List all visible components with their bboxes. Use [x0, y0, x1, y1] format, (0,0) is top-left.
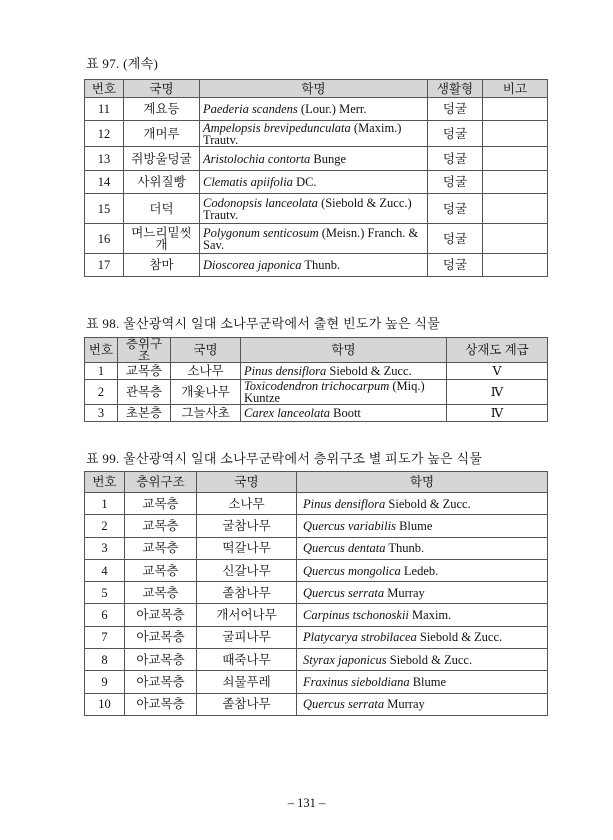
- scientific-name-author: (Siebold & Zucc.) Trautv.: [203, 195, 412, 222]
- layer-cell: 교목층: [125, 559, 197, 581]
- life-cell: 덩굴: [428, 254, 483, 277]
- class-cell: Ⅳ: [447, 405, 548, 422]
- scientific-name-author: Siebold & Zucc.: [386, 652, 473, 667]
- name-cell: 때죽나무: [197, 649, 297, 671]
- name-cell: 개머루: [124, 121, 200, 147]
- scientific-name-cell: [200, 224, 428, 254]
- scientific-name-italic: Platycarya strobilacea: [303, 630, 417, 645]
- scientific-name-italic: Carex lanceolata: [244, 406, 330, 420]
- layer-cell: 교목층: [125, 493, 197, 515]
- column-header: 층위구조: [118, 338, 171, 363]
- column-header: 국명: [124, 80, 200, 98]
- column-header: 비고: [483, 80, 548, 98]
- layer-cell: 교목층: [125, 537, 197, 559]
- table-99-caption: 표 99. 울산광역시 일대 소나무군락에서 층위구조 별 피도가 높은 식물: [86, 451, 483, 466]
- scientific-name-cell: [297, 515, 548, 537]
- no-cell: 8: [85, 649, 125, 671]
- table-row: [85, 537, 548, 559]
- scientific-name-author: Murray: [384, 585, 425, 600]
- layer-cell: 아교목층: [125, 649, 197, 671]
- note-cell: [483, 121, 548, 147]
- scientific-name-italic: Pinus densiflora: [244, 364, 327, 378]
- name-cell: 굴참나무: [197, 515, 297, 537]
- layer-cell: 아교목층: [125, 671, 197, 693]
- no-cell: 2: [85, 380, 118, 405]
- name-cell: 계요등: [124, 98, 200, 121]
- table-row: [85, 121, 548, 147]
- table-row: [85, 604, 548, 626]
- table-header-row: [85, 80, 548, 98]
- table-97-caption: 표 97. (계속): [86, 56, 159, 71]
- life-cell: 덩굴: [428, 98, 483, 121]
- column-header: 학명: [241, 338, 447, 363]
- column-header: 상재도 계급: [447, 338, 548, 363]
- scientific-name-author: Bunge: [310, 151, 347, 166]
- name-cell: 소나무: [171, 363, 241, 380]
- column-header: 층위구조: [125, 472, 197, 493]
- table-row: [85, 147, 548, 171]
- table-99: [84, 471, 548, 716]
- life-cell: 덩굴: [428, 224, 483, 254]
- table-row: [85, 671, 548, 693]
- layer-cell: 교목층: [125, 582, 197, 604]
- scientific-name-cell: [297, 604, 548, 626]
- scientific-name-cell: [297, 626, 548, 648]
- scientific-name-author: Siebold & Zucc.: [416, 630, 503, 645]
- scientific-name-cell: [297, 582, 548, 604]
- layer-cell: 초본층: [118, 405, 171, 422]
- note-cell: [483, 194, 548, 224]
- layer-cell: 교목층: [125, 515, 197, 537]
- scientific-name-author: Maxim.: [408, 608, 452, 623]
- table-row: [85, 515, 548, 537]
- name-cell: 졸참나무: [197, 582, 297, 604]
- scientific-name-author: DC.: [292, 175, 317, 189]
- scientific-name-cell: [297, 537, 548, 559]
- scientific-name-italic: Pinus densiflora: [303, 496, 386, 511]
- no-cell: 17: [85, 254, 124, 277]
- page-number: – 131 –: [287, 796, 326, 810]
- scientific-name-cell: [297, 693, 548, 715]
- scientific-name-cell: [297, 649, 548, 671]
- scientific-name-italic: Polygonum senticosum: [203, 225, 319, 240]
- scientific-name-author: Siebold & Zucc.: [326, 364, 412, 378]
- table-header-row: [85, 472, 548, 493]
- name-cell: 개옻나무: [171, 380, 241, 405]
- scientific-name-italic: Toxicodendron trichocarpum: [244, 379, 390, 393]
- table-row: [85, 649, 548, 671]
- scientific-name-author: Blume: [409, 675, 447, 690]
- no-cell: 16: [85, 224, 124, 254]
- table-row: [85, 254, 548, 277]
- scientific-name-cell: [200, 171, 428, 194]
- table-row: [85, 405, 548, 422]
- name-cell: 더덕: [124, 194, 200, 224]
- scientific-name-italic: Paederia scandens: [203, 102, 298, 116]
- life-cell: 덩굴: [428, 147, 483, 171]
- scientific-name-italic: Fraxinus sieboldiana: [303, 675, 410, 690]
- layer-cell: 아교목층: [125, 693, 197, 715]
- note-cell: [483, 224, 548, 254]
- no-cell: 14: [85, 171, 124, 194]
- scientific-name-cell: [200, 254, 428, 277]
- scientific-name-cell: [200, 121, 428, 147]
- class-cell: Ⅴ: [447, 363, 548, 380]
- scientific-name-cell: [297, 559, 548, 581]
- column-header: 번호: [85, 472, 125, 493]
- table-row: [85, 171, 548, 194]
- table-row: [85, 493, 548, 515]
- scientific-name-author: (Miq.) Kuntze: [244, 379, 425, 405]
- no-cell: 9: [85, 671, 125, 693]
- table-row: [85, 98, 548, 121]
- no-cell: 1: [85, 363, 118, 380]
- no-cell: 7: [85, 626, 125, 648]
- scientific-name-cell: [200, 98, 428, 121]
- scientific-name-cell: [200, 147, 428, 171]
- scientific-name-italic: Ampelopsis brevipedunculata: [203, 120, 351, 135]
- name-cell: 졸참나무: [197, 693, 297, 715]
- no-cell: 11: [85, 98, 124, 121]
- no-cell: 2: [85, 515, 125, 537]
- scientific-name-author: Boott: [329, 406, 361, 420]
- name-cell: 개서어나무: [197, 604, 297, 626]
- scientific-name-author: Thunb.: [385, 541, 425, 556]
- column-header: 학명: [297, 472, 548, 493]
- table-row: [85, 363, 548, 380]
- scientific-name-author: (Maxim.) Trautv.: [203, 120, 402, 147]
- layer-cell: 교목층: [118, 363, 171, 380]
- scientific-name-cell: [241, 405, 447, 422]
- name-cell: 사위질빵: [124, 171, 200, 194]
- name-cell: 소나무: [197, 493, 297, 515]
- scientific-name-italic: Dioscorea japonica: [203, 258, 302, 272]
- scientific-name-italic: Aristolochia contorta: [203, 151, 311, 166]
- table-row: [85, 582, 548, 604]
- no-cell: 12: [85, 121, 124, 147]
- scientific-name-cell: [241, 380, 447, 405]
- table-97: [84, 79, 548, 277]
- name-cell: 며느리밑씻개: [124, 224, 200, 254]
- name-cell: 쇠물푸레: [197, 671, 297, 693]
- no-cell: 13: [85, 147, 124, 171]
- layer-cell: 아교목층: [125, 604, 197, 626]
- scientific-name-author: Siebold & Zucc.: [385, 496, 471, 511]
- no-cell: 3: [85, 405, 118, 422]
- no-cell: 1: [85, 493, 125, 515]
- table-header-row: [85, 338, 548, 363]
- layer-cell: 관목층: [118, 380, 171, 405]
- name-cell: 참마: [124, 254, 200, 277]
- name-cell: 떡갈나무: [197, 537, 297, 559]
- name-cell: 굴피나무: [197, 626, 297, 648]
- scientific-name-author: Thunb.: [301, 258, 341, 272]
- scientific-name-author: Blume: [395, 518, 433, 533]
- note-cell: [483, 147, 548, 171]
- table-98: [84, 337, 548, 422]
- life-cell: 덩굴: [428, 194, 483, 224]
- table-row: [85, 559, 548, 581]
- scientific-name-italic: Quercus variabilis: [303, 518, 396, 533]
- no-cell: 3: [85, 537, 125, 559]
- scientific-name-italic: Carpinus tschonoskii: [303, 608, 409, 623]
- scientific-name-author: Murray: [384, 697, 425, 712]
- table-row: [85, 194, 548, 224]
- table-row: [85, 626, 548, 648]
- no-cell: 4: [85, 559, 125, 581]
- table-98-caption: 표 98. 울산광역시 일대 소나무군락에서 출현 빈도가 높은 식물: [86, 316, 441, 331]
- column-header: 국명: [171, 338, 241, 363]
- note-cell: [483, 254, 548, 277]
- scientific-name-italic: Quercus dentata: [303, 541, 386, 556]
- note-cell: [483, 98, 548, 121]
- life-cell: 덩굴: [428, 171, 483, 194]
- table-row: [85, 224, 548, 254]
- scientific-name-italic: Styrax japonicus: [303, 652, 387, 667]
- no-cell: 6: [85, 604, 125, 626]
- column-header: 국명: [197, 472, 297, 493]
- life-cell: 덩굴: [428, 121, 483, 147]
- table-row: [85, 380, 548, 405]
- layer-cell: 아교목층: [125, 626, 197, 648]
- scientific-name-italic: Quercus serrata: [303, 585, 385, 600]
- column-header: 생활형: [428, 80, 483, 98]
- column-header: 번호: [85, 338, 118, 363]
- scientific-name-cell: [241, 363, 447, 380]
- no-cell: 10: [85, 693, 125, 715]
- class-cell: Ⅳ: [447, 380, 548, 405]
- name-cell: 신갈나무: [197, 559, 297, 581]
- scientific-name-cell: [297, 671, 548, 693]
- scientific-name-author: (Lour.) Merr.: [297, 102, 367, 116]
- scientific-name-cell: [200, 194, 428, 224]
- scientific-name-italic: Quercus serrata: [303, 697, 385, 712]
- table-row: [85, 693, 548, 715]
- no-cell: 15: [85, 194, 124, 224]
- column-header: 번호: [85, 80, 124, 98]
- scientific-name-author: (Meisn.) Franch. & Sav.: [203, 225, 419, 252]
- note-cell: [483, 171, 548, 194]
- no-cell: 5: [85, 582, 125, 604]
- scientific-name-italic: Codonopsis lanceolata: [203, 195, 318, 210]
- scientific-name-italic: Clematis apiifolia: [203, 175, 293, 189]
- scientific-name-italic: Quercus mongolica: [303, 563, 401, 578]
- column-header: 학명: [200, 80, 428, 98]
- scientific-name-cell: [297, 493, 548, 515]
- name-cell: 쥐방울덩굴: [124, 147, 200, 171]
- name-cell: 그늘사초: [171, 405, 241, 422]
- scientific-name-author: Ledeb.: [400, 563, 439, 578]
